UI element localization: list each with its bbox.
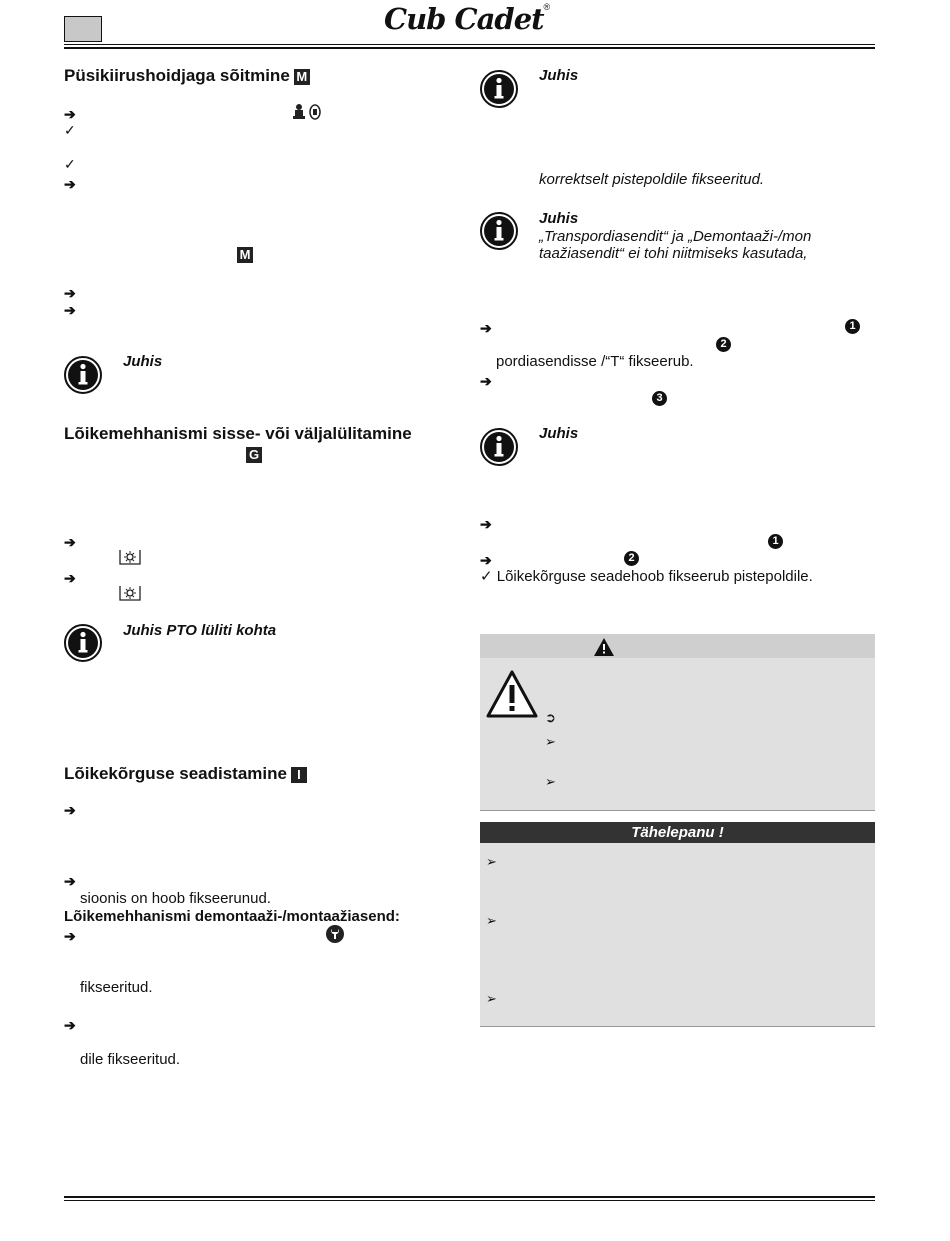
note-title: Juhis (539, 67, 579, 84)
figure-badge-i: I (291, 767, 307, 783)
pto-switch-icon (118, 548, 142, 571)
body-text: sioonis on hoob fikseerunud. (80, 890, 271, 907)
attention-title: Tähelepanu ! (631, 824, 724, 841)
note-text: taažiasendit“ ei tohi niitmiseks kasutada, (539, 245, 808, 262)
info-icon (480, 428, 518, 466)
body-text: pordiasendisse /“T“ fikseerub. (496, 353, 694, 370)
callout-number-1: 1 (768, 534, 783, 549)
note-title: Juhis (539, 425, 579, 442)
callout-number-1: 1 (845, 319, 860, 334)
check-mark: ✓ (64, 122, 76, 138)
result-line (480, 568, 813, 586)
brand-logo-text: Cub Cadet (384, 2, 544, 36)
attention-box (480, 843, 875, 1026)
note-title: Juhis (123, 353, 163, 370)
info-icon (64, 356, 102, 394)
pointer-icon: ➢ (486, 854, 497, 869)
sub-heading: Lõikemehhanismi demontaaži-/montaažiasend: (64, 908, 400, 925)
figure-badge-g: G (246, 446, 262, 464)
callout-number-2: 2 (716, 337, 731, 352)
pointer-icon: ➢ (486, 913, 497, 928)
pointer-icon: ➢ (486, 991, 497, 1006)
step-arrow: ➔ (480, 320, 492, 336)
section-title-cutting-height: Lõikekõrguse seadistamine I (64, 764, 307, 784)
header-rule-1 (64, 44, 875, 45)
step-arrow: ➔ (480, 516, 492, 532)
warning-triangle-icon (486, 670, 538, 723)
step-arrow: ➔ (64, 302, 76, 318)
pto-switch-icon (118, 584, 142, 607)
circle-arrow-icon: ➲ (545, 710, 556, 725)
footer-rule-1 (64, 1196, 875, 1198)
warning-box-rule (480, 810, 875, 811)
step-arrow: ➔ (64, 106, 76, 122)
body-text: dile fikseeritud. (80, 1051, 181, 1068)
note-text: korrektselt pistepoldile fikseeritud. (539, 171, 765, 188)
check-mark: ✓ (480, 568, 493, 585)
footer-rule-2 (64, 1200, 875, 1201)
step-arrow: ➔ (64, 802, 76, 818)
brand-logo (384, 2, 564, 36)
step-arrow: ➔ (64, 928, 76, 944)
figure-badge-m-inline: M (237, 246, 253, 264)
note-title: Juhis (539, 210, 579, 227)
attention-box-rule (480, 1026, 875, 1027)
section-title-cruise-control: Püsikiirushoidjaga sõitmine M (64, 66, 310, 86)
step-arrow: ➔ (64, 285, 76, 301)
section-title-cutting-engage: Lõikemehhanismi sisse- või väljalülitamine (64, 424, 412, 443)
info-icon (480, 70, 518, 108)
pointer-icon: ➢ (545, 774, 556, 789)
check-mark: ✓ (64, 156, 76, 172)
step-arrow: ➔ (64, 1017, 76, 1033)
body-text: fikseeritud. (80, 979, 153, 996)
header-rule-2 (64, 47, 875, 49)
warning-bar (480, 634, 875, 658)
pointer-icon: ➢ (545, 734, 556, 749)
figure-badge-m: M (294, 69, 310, 85)
trademark-symbol: ® (543, 2, 551, 12)
page-number-tab (64, 16, 102, 42)
wrench-icon (325, 924, 345, 949)
cruise-control-icon (292, 103, 326, 125)
note-title: Juhis PTO lüliti kohta (123, 622, 277, 639)
step-arrow: ➔ (64, 570, 76, 586)
callout-number-2: 2 (624, 551, 639, 566)
step-arrow: ➔ (480, 373, 492, 389)
step-arrow: ➔ (64, 176, 76, 192)
step-arrow: ➔ (64, 873, 76, 889)
info-icon (64, 624, 102, 662)
step-arrow: ➔ (64, 534, 76, 550)
note-text: „Transpordiasendit“ ja „Demontaaži-/mon (539, 228, 812, 245)
info-icon (480, 212, 518, 250)
callout-number-3: 3 (652, 391, 667, 406)
step-arrow: ➔ (480, 552, 492, 568)
warning-box (480, 658, 875, 810)
result-text: Lõikekõrguse seadehoob fikseerub pistepoldile. (496, 568, 813, 585)
